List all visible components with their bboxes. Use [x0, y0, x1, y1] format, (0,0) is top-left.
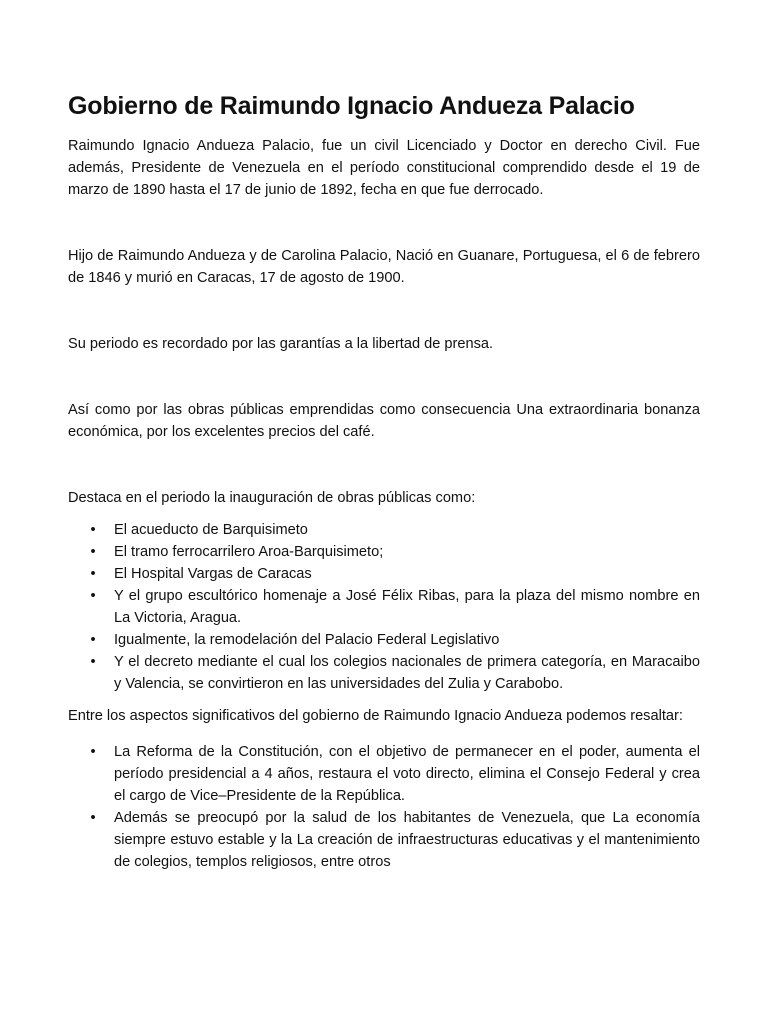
list-item [68, 651, 700, 695]
list-item [68, 541, 700, 563]
paragraph-family: Hijo de Raimundo Andueza y de Carolina Palacio, Nació en Guanare, Portuguesa, el 6 de febrero de 1846 y murió en Caracas, 17 de agosto de 1900. [68, 248, 700, 286]
obras-list [68, 519, 700, 695]
list-item [68, 563, 700, 585]
list-item-text: Y el decreto mediante el cual los colegios nacionales de primera categoría, en Maracaibo y Valencia, se convirtieron en las universidades del Zulia y Carabobo. [114, 654, 700, 692]
list-item [68, 519, 700, 541]
list-item [68, 585, 700, 629]
bullet-icon: • [90, 810, 96, 826]
list-item-text: El Hospital Vargas de Caracas [114, 566, 312, 582]
bullet-icon: • [90, 544, 96, 560]
paragraph-highlights: Destaca en el periodo la inauguración de obras públicas como: [68, 490, 476, 506]
list-item [68, 629, 700, 651]
document-title: Gobierno de Raimundo Ignacio Andueza Palacio [68, 92, 635, 120]
paragraph-intro: Raimundo Ignacio Andueza Palacio, fue un civil Licenciado y Doctor en derecho Civil. Fue además, Presidente de Venezuela en el período constitucional comprendido desde el 19 de marzo de 1890 hasta el 17 de junio de 1892, fecha en que fue derrocado. [68, 138, 700, 198]
bullet-icon: • [90, 522, 96, 538]
list-item-text: El acueducto de Barquisimeto [114, 522, 308, 538]
bullet-icon: • [90, 588, 96, 604]
list-item-text: Igualmente, la remodelación del Palacio Federal Legislativo [114, 632, 500, 648]
bullet-icon: • [90, 654, 96, 670]
paragraph-public-works: Así como por las obras públicas emprendidas como consecuencia Una extraordinaria bonanza económica, por los excelentes precios del café. [68, 402, 700, 440]
bullet-icon: • [90, 566, 96, 582]
bullet-icon: • [90, 632, 96, 648]
list-item [68, 807, 700, 873]
list-item-text: La Reforma de la Constitución, con el objetivo de permanecer en el poder, aumenta el período presidencial a 4 años, restaura el voto directo, elimina el Consejo Federal y crea el cargo de Vice–Presidente de la República. [114, 744, 700, 804]
paragraph-aspects-intro: Entre los aspectos significativos del gobierno de Raimundo Ignacio Andueza podemos resaltar: [68, 708, 683, 724]
bullet-icon: • [90, 744, 96, 760]
list-item-text: Además se preocupó por la salud de los habitantes de Venezuela, que La economía siempre estuvo estable y la La creación de infraestructuras educativas y el mantenimiento de colegios, templos religiosos, entre otros [114, 810, 700, 870]
list-item-text: El tramo ferrocarrilero Aroa-Barquisimeto; [114, 544, 384, 560]
aspectos-list [68, 741, 700, 873]
paragraph-press: Su periodo es recordado por las garantías a la libertad de prensa. [68, 336, 494, 352]
list-item-text: Y el grupo escultórico homenaje a José Félix Ribas, para la plaza del mismo nombre en La Victoria, Aragua. [114, 588, 700, 626]
list-item [68, 741, 700, 807]
